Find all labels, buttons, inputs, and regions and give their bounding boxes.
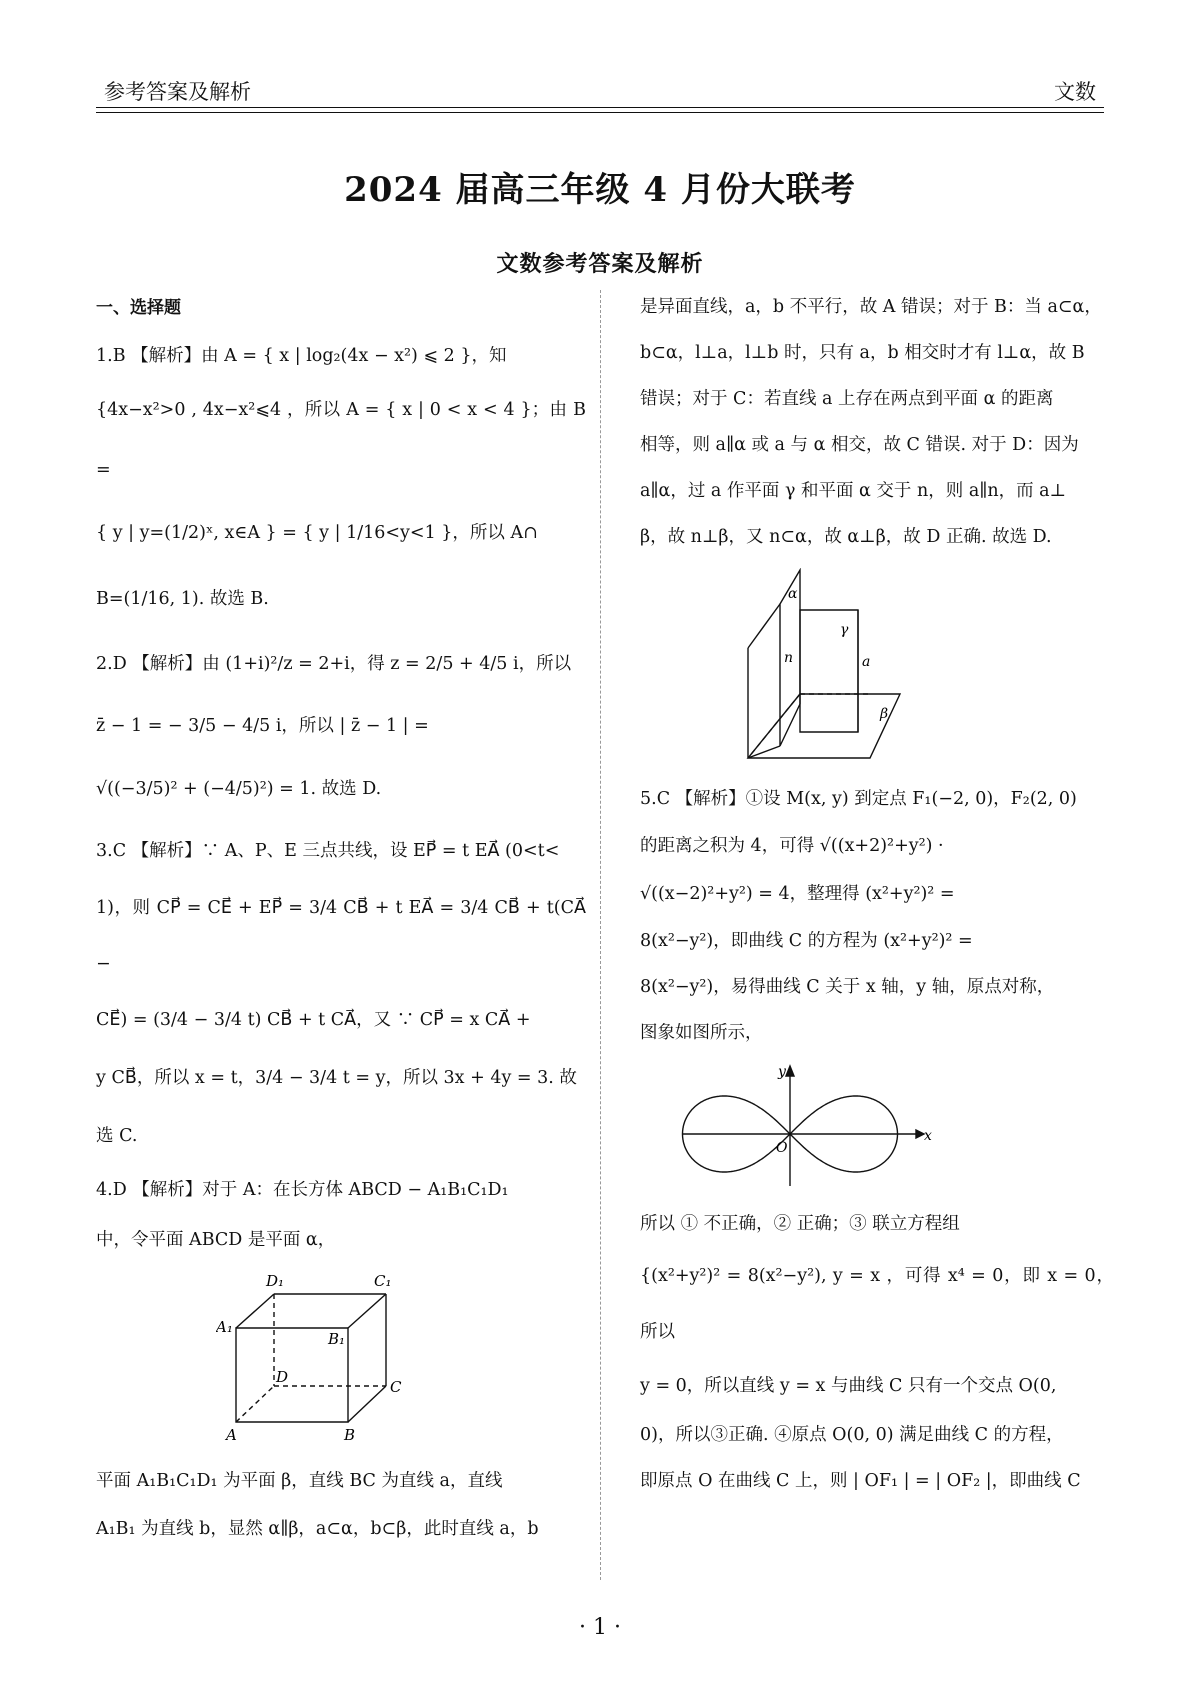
text-line: 平面 A₁B₁C₁D₁ 为平面 β，直线 BC 为直线 a，直线 [96, 1471, 503, 1491]
text-line: { y | y=(1/2)ˣ, x∈A } = { y | 1/16<y<1 }，所以 A∩ [96, 523, 538, 543]
label-a: a [862, 654, 871, 670]
text-line: 错误；对于 C：若直线 a 上存在两点到平面 α 的距离 [640, 389, 1054, 409]
text-line: y CB⃗，所以 x = t，3/4 − 3/4 t = y，所以 3x + 4y = 3. 故 [96, 1068, 577, 1088]
text-line: 所以 ① 不正确，② 正确；③ 联立方程组 [640, 1214, 960, 1234]
text-line: 2.D 【解析】由 (1+i)²/z = 2+i，得 z = 2/5 + 4/5 i，所以 [96, 654, 572, 674]
cuboid-figure [216, 1272, 586, 1450]
label-alpha: α [788, 586, 798, 602]
text-line: A₁B₁ 为直线 b，显然 α∥β，a⊂α，b⊂β，此时直线 a，b [96, 1519, 539, 1539]
header-rule-top [96, 107, 1104, 108]
lemniscate-figure [680, 1064, 1114, 1192]
text-line: {(x²+y²)² = 8(x²−y²), y = x ，可得 x⁴ = 0，即 x = 0，所以 [640, 1266, 1114, 1342]
text-line: 3.C 【解析】∵ A、P、E 三点共线，设 EP⃗ = t EA⃗ (0<t< [96, 841, 560, 861]
label-y-axis: y [778, 1064, 786, 1080]
text-line: B=(1/16, 1). 故选 B. [96, 589, 269, 609]
text-line: 8(x²−y²)，易得曲线 C 关于 x 轴，y 轴，原点对称， [640, 977, 1055, 997]
text-line: 4.D 【解析】对于 A：在长方体 ABCD − A₁B₁C₁D₁ [96, 1180, 509, 1200]
label-gamma: γ [840, 622, 849, 638]
page-header [96, 68, 1104, 108]
label-b: B [344, 1426, 356, 1444]
text-line: √((−3/5)² + (−4/5)²) = 1. 故选 D. [96, 779, 382, 799]
right-column [640, 284, 1114, 1504]
text-line: CE⃗) = (3/4 − 3/4 t) CB⃗ + t CA⃗，又 ∵ CP⃗ = x CA⃗ + [96, 1010, 531, 1030]
lemniscate-diagram [680, 1064, 940, 1190]
label-b1: B₁ [328, 1330, 346, 1348]
column-divider [600, 290, 601, 1580]
text-line: 0)，所以③正确. ④原点 O(0, 0) 满足曲线 C 的方程， [640, 1425, 1064, 1445]
text-line: a∥α，过 a 作平面 γ 和平面 α 交于 n，则 a∥n，而 a⊥ [640, 481, 1067, 501]
text-line: z̄ − 1 = − 3/5 − 4/5 i，所以 | z̄ − 1 | = [96, 716, 429, 736]
page-subtitle: 文数参考答案及解析 [496, 251, 704, 277]
label-n: n [784, 650, 794, 666]
planes-figure [740, 568, 1114, 768]
text-line: b⊂α，l⊥a，l⊥b 时，只有 a，b 相交时才有 l⊥α，故 B [640, 343, 1085, 363]
cuboid-diagram [216, 1272, 416, 1444]
page-title: 2024 届高三年级 4 月份大联考 [344, 170, 856, 210]
label-c1: C₁ [374, 1272, 392, 1290]
label-d1: D₁ [266, 1272, 285, 1290]
label-a: A [226, 1426, 237, 1444]
label-x-axis: x [924, 1128, 932, 1144]
header-rule-bottom [96, 112, 1104, 113]
text-line: y = 0，所以直线 y = x 与曲线 C 只有一个交点 O(0, [640, 1376, 1057, 1396]
label-a1: A₁ [216, 1318, 233, 1336]
text-line: 选 C. [96, 1126, 138, 1146]
text-line: 相等，则 a∥α 或 a 与 α 相交，故 C 错误. 对于 D：因为 [640, 435, 1079, 455]
page-number: · 1 · [579, 1615, 621, 1640]
label-c: C [390, 1378, 402, 1396]
text-line: β，故 n⊥β，又 n⊂α，故 α⊥β，故 D 正确. 故选 D. [640, 527, 1052, 547]
text-line: 1.B 【解析】由 A = { x | log₂(4x − x²) ⩽ 2 }，知 [96, 346, 507, 366]
text-line: 图象如图所示， [640, 1023, 763, 1043]
label-d: D [276, 1368, 289, 1386]
text-line: 8(x²−y²)，即曲线 C 的方程为 (x²+y²)² = [640, 931, 973, 951]
header-left-text: 参考答案及解析 [104, 80, 251, 104]
text-line: {4x−x²>0 , 4x−x²⩽4 ，所以 A = { x | 0 < x < 4 }；由 B = [96, 400, 586, 480]
planes-diagram [740, 568, 930, 764]
text-line: 是异面直线，a，b 不平行，故 A 错误；对于 B：当 a⊂α， [640, 297, 1102, 317]
text-line: 即原点 O 在曲线 C 上，则 | OF₁ | = | OF₂ |，即曲线 C [640, 1471, 1081, 1491]
text-line: √((x−2)²+y²) = 4，整理得 (x²+y²)² = [640, 884, 955, 904]
header-right-text: 文数 [1054, 80, 1096, 104]
text-line: 1)，则 CP⃗ = CE⃗ + EP⃗ = 3/4 CB⃗ + t EA⃗ = 3/4 CB⃗ + t(CA⃗ − [96, 898, 586, 974]
text-line: 的距离之积为 4，可得 √((x+2)²+y²) · [640, 836, 944, 856]
left-column [96, 284, 586, 1554]
label-beta: β [880, 706, 889, 722]
section-heading: 一、选择题 [96, 298, 181, 318]
text-line: 5.C 【解析】①设 M(x, y) 到定点 F₁(−2, 0)，F₂(2, 0) [640, 789, 1077, 809]
text-line: 中，令平面 ABCD 是平面 α， [96, 1230, 336, 1250]
label-origin: O [776, 1140, 788, 1156]
